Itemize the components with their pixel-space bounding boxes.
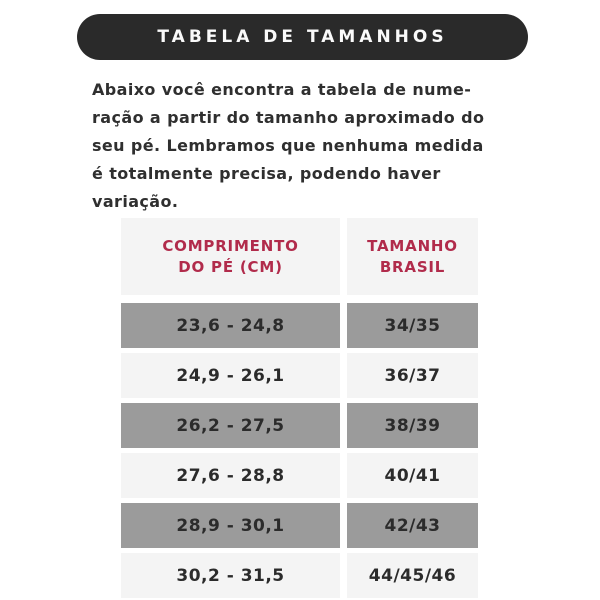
intro-line: ração a partir do tamanho aproximado do [92,108,485,127]
header-size-brasil-line1: TAMANHO [367,236,458,255]
title-banner [77,14,528,60]
table-row [121,303,478,348]
cell-foot-length: 26,2 - 27,5 [121,403,340,448]
intro-paragraph [92,76,522,216]
page-title: TABELA DE TAMANHOS [157,27,448,47]
table-header-row [121,218,478,295]
intro-line: seu pé. Lembramos que nenhuma medida [92,136,484,155]
size-table [121,218,478,600]
table-row [121,453,478,498]
table-row [121,503,478,548]
cell-size-brasil: 34/35 [347,303,478,348]
header-foot-length-line1: COMPRIMENTO [162,236,299,255]
cell-size-brasil: 42/43 [347,503,478,548]
cell-foot-length: 27,6 - 28,8 [121,453,340,498]
cell-foot-length: 24,9 - 26,1 [121,353,340,398]
table-row [121,553,478,598]
header-foot-length [121,218,340,295]
cell-size-brasil: 38/39 [347,403,478,448]
table-row [121,403,478,448]
cell-foot-length: 30,2 - 31,5 [121,553,340,598]
intro-line: Abaixo você encontra a tabela de nume- [92,80,472,99]
cell-foot-length: 23,6 - 24,8 [121,303,340,348]
cell-foot-length: 28,9 - 30,1 [121,503,340,548]
intro-line: é totalmente precisa, podendo haver [92,164,441,183]
header-size-brasil [347,218,478,295]
table-row [121,353,478,398]
cell-size-brasil: 36/37 [347,353,478,398]
intro-line: variação. [92,192,179,211]
cell-size-brasil: 44/45/46 [347,553,478,598]
header-foot-length-line2: DO PÉ (CM) [178,257,283,276]
cell-size-brasil: 40/41 [347,453,478,498]
header-size-brasil-line2: BRASIL [379,257,446,276]
